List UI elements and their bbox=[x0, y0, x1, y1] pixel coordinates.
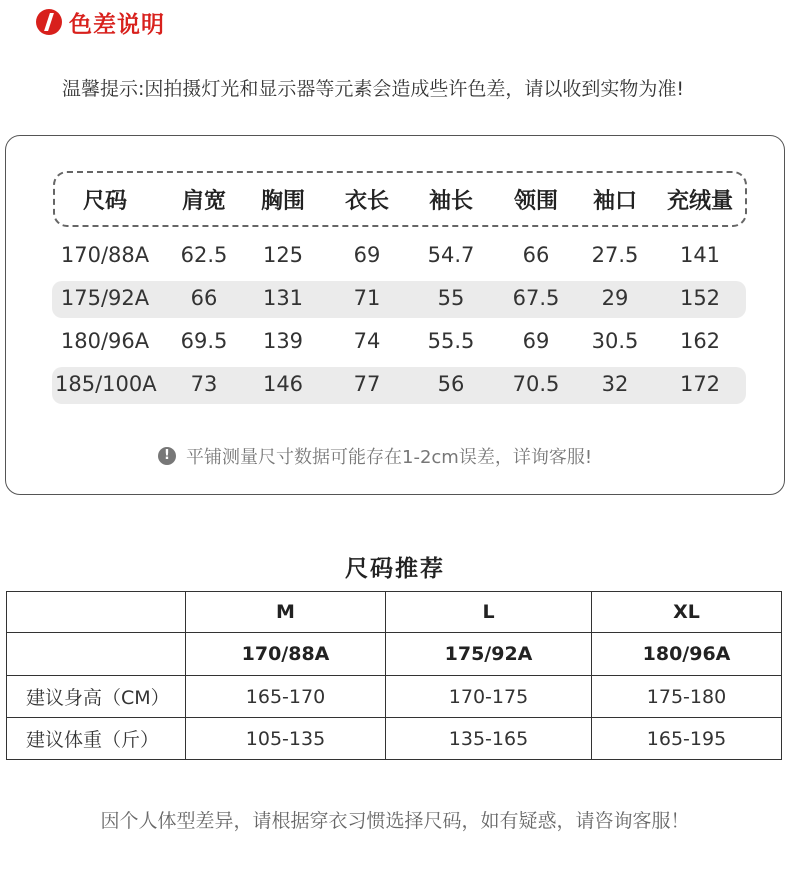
size-chart-card bbox=[5, 135, 785, 495]
warning-icon: ! bbox=[158, 447, 176, 465]
size-chart-cell: 27.5 bbox=[591, 243, 639, 267]
size-chart-cell: 170/88A bbox=[60, 243, 150, 267]
size-chart-cell: 162 bbox=[679, 329, 721, 353]
footer-note: 因个人体型差异，请根据穿衣习惯选择尺码，如有疑惑，请咨询客服！ bbox=[100, 810, 690, 832]
size-chart-cell: 185/100A bbox=[55, 372, 157, 396]
size-chart-cell: 71 bbox=[353, 286, 381, 310]
size-recommend-table bbox=[6, 591, 782, 760]
col-header-cuff: 袖口 bbox=[592, 189, 637, 214]
weight-value: 165-195 bbox=[592, 718, 782, 760]
table-row bbox=[7, 592, 782, 633]
color-notice: 温馨提示:因拍摄灯光和显示器等元素会造成些许色差，请以收到实物为准! bbox=[62, 78, 685, 100]
size-chart-cell: 32 bbox=[601, 372, 629, 396]
height-label: 建议身高（CM） bbox=[7, 676, 186, 718]
size-header-l: L bbox=[386, 592, 592, 633]
size-chart-cell: 66 bbox=[522, 243, 550, 267]
section-header bbox=[36, 7, 165, 37]
recommend-title: 尺码推荐 bbox=[345, 556, 445, 582]
spec-cell: 175/92A bbox=[386, 633, 592, 676]
size-chart-cell: 69.5 bbox=[180, 329, 228, 353]
size-chart-cell: 73 bbox=[190, 372, 218, 396]
size-chart-cell: 55 bbox=[437, 286, 465, 310]
size-chart-cell: 62.5 bbox=[180, 243, 228, 267]
size-chart-cell: 141 bbox=[679, 243, 721, 267]
size-chart-cell: 69 bbox=[353, 243, 381, 267]
section-title: 色差说明 bbox=[69, 11, 165, 38]
size-chart-cell: 172 bbox=[679, 372, 721, 396]
col-header-down-fill: 充绒量 bbox=[666, 189, 733, 214]
weight-label: 建议体重（斤） bbox=[7, 718, 186, 760]
table-row bbox=[7, 718, 782, 760]
size-chart-cell: 180/96A bbox=[60, 329, 150, 353]
col-header-size: 尺码 bbox=[82, 189, 127, 214]
measurement-note bbox=[158, 443, 592, 469]
spec-cell: 170/88A bbox=[186, 633, 386, 676]
table-row bbox=[7, 676, 782, 718]
size-chart-cell: 54.7 bbox=[427, 243, 475, 267]
weight-value: 135-165 bbox=[386, 718, 592, 760]
spec-cell: 180/96A bbox=[592, 633, 782, 676]
table-row bbox=[7, 633, 782, 676]
col-header-collar: 领围 bbox=[513, 189, 558, 214]
size-chart-cell: 70.5 bbox=[512, 372, 560, 396]
slash-badge-icon bbox=[36, 9, 62, 35]
size-chart-cell: 29 bbox=[601, 286, 629, 310]
col-header-sleeve: 袖长 bbox=[428, 189, 473, 214]
size-chart-cell: 77 bbox=[353, 372, 381, 396]
size-chart-cell: 152 bbox=[679, 286, 721, 310]
size-chart-cell: 139 bbox=[262, 329, 304, 353]
size-chart-cell: 175/92A bbox=[60, 286, 150, 310]
size-header-m: M bbox=[186, 592, 386, 633]
size-chart-cell: 125 bbox=[262, 243, 304, 267]
size-chart-cell: 146 bbox=[262, 372, 304, 396]
size-header-xl: XL bbox=[592, 592, 782, 633]
height-value: 170-175 bbox=[386, 676, 592, 718]
size-chart-cell: 55.5 bbox=[427, 329, 475, 353]
corner-cell bbox=[7, 592, 186, 633]
weight-value: 105-135 bbox=[186, 718, 386, 760]
height-value: 175-180 bbox=[592, 676, 782, 718]
size-chart-cell: 30.5 bbox=[591, 329, 639, 353]
measurement-note-text: 平铺测量尺寸数据可能存在1-2cm误差，详询客服! bbox=[186, 447, 593, 468]
size-chart-cell: 131 bbox=[262, 286, 304, 310]
spec-label-cell bbox=[7, 633, 186, 676]
size-chart-cell: 69 bbox=[522, 329, 550, 353]
height-value: 165-170 bbox=[186, 676, 386, 718]
col-header-chest: 胸围 bbox=[260, 189, 305, 214]
col-header-shoulder: 肩宽 bbox=[181, 189, 226, 214]
col-header-length: 衣长 bbox=[344, 189, 389, 214]
size-chart-cell: 67.5 bbox=[512, 286, 560, 310]
size-chart-cell: 56 bbox=[437, 372, 465, 396]
size-chart-cell: 66 bbox=[190, 286, 218, 310]
size-chart-cell: 74 bbox=[353, 329, 381, 353]
